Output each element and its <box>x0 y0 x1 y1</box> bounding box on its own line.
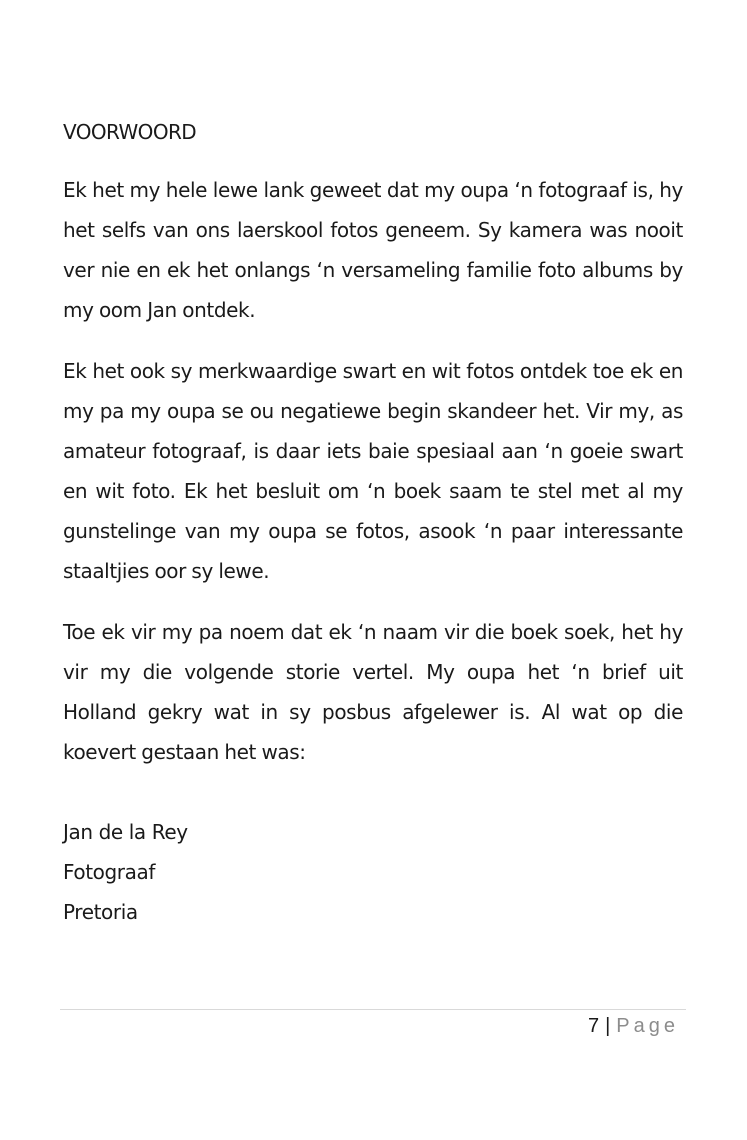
address-line-name: Jan de la Rey <box>63 820 188 844</box>
address-line-occupation: Fotograaf <box>63 860 155 884</box>
paragraph-1: Ek het my hele lewe lank geweet dat my oupa ‘n fotograaf is, hy het selfs van ons laerskool fotos geneem. Sy kamera was nooit ver nie en ek het onlangs ‘n versameling familie foto albums by my oom Jan ontdek. <box>63 178 683 322</box>
footer-divider <box>60 1009 686 1010</box>
paragraph-2: Ek het ook sy merkwaardige swart en wit fotos ontdek toe ek en my pa my oupa se ou negatiewe begin skandeer het. Vir my, as amateur fotograaf, is daar iets baie spesiaal aan ‘n goeie swart en wit foto. Ek het besluit om ‘n boek saam te stel met al my gunstelinge van my oupa se fotos, asook ‘n paar interessante staaltjies oor sy lewe. <box>63 359 683 583</box>
page-footer <box>588 1013 679 1039</box>
footer-separator: | <box>605 1015 611 1037</box>
address-line-city: Pretoria <box>63 900 138 924</box>
page-number: 7 <box>587 1015 600 1037</box>
paragraph-3: Toe ek vir my pa noem dat ek ‘n naam vir die boek soek, het hy vir my die volgende storie vertel. My oupa het ‘n brief uit Holland gekry wat in sy posbus afgelewer is. Al wat op die koevert gestaan het was: <box>63 620 683 764</box>
envelope-address <box>63 812 188 932</box>
section-heading: VOORWOORD <box>63 120 197 144</box>
page-label: Page <box>616 1015 679 1037</box>
